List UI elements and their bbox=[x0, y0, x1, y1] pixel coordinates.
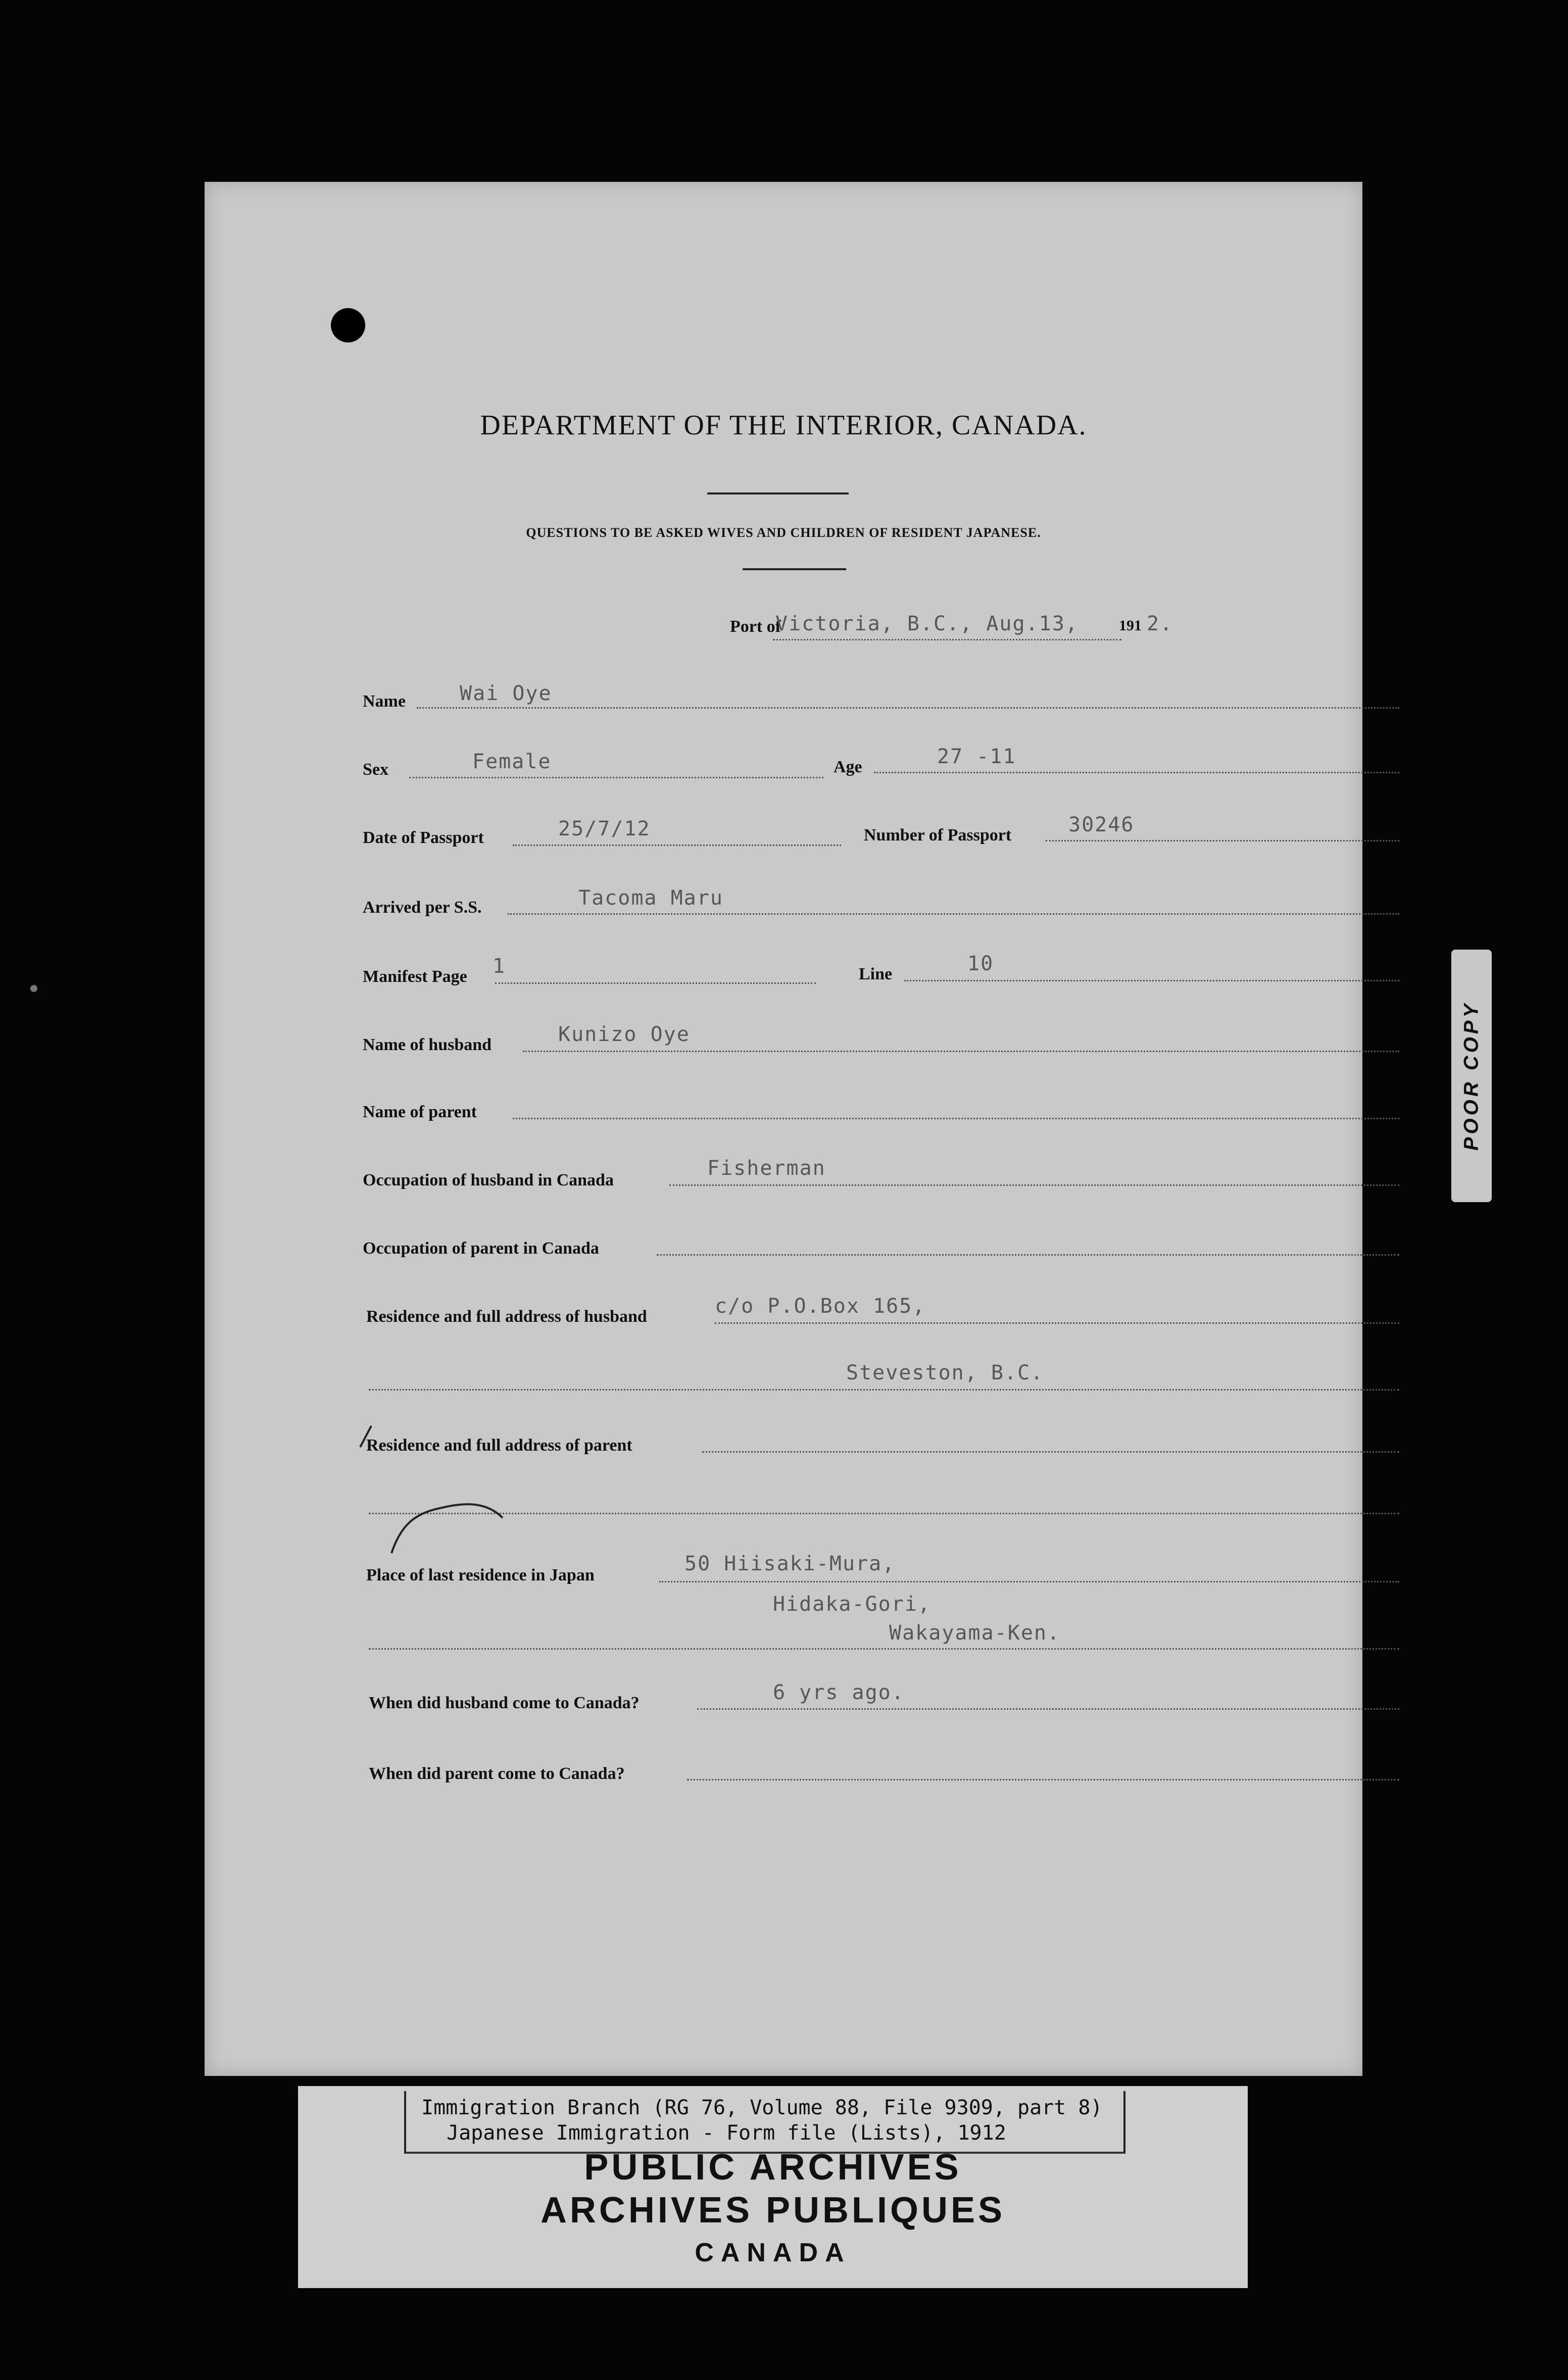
port-value: Victoria, B.C., Aug.13, bbox=[775, 612, 1079, 635]
form-page bbox=[205, 182, 1362, 2076]
subtitle-rule bbox=[743, 568, 846, 570]
archive-public-archives: PUBLIC ARCHIVES bbox=[584, 2147, 962, 2188]
last-residence-underline-1 bbox=[659, 1581, 1399, 1582]
last-residence-value-line3: Wakayama-Ken. bbox=[889, 1621, 1061, 1645]
residence-husband-underline-1 bbox=[715, 1322, 1399, 1324]
age-value: 27 -11 bbox=[937, 745, 1016, 768]
name-of-parent-label: Name of parent bbox=[363, 1103, 477, 1121]
punch-hole bbox=[331, 308, 365, 342]
occupation-parent-label: Occupation of parent in Canada bbox=[363, 1239, 599, 1258]
sex-label: Sex bbox=[363, 760, 388, 779]
arrived-per-underline bbox=[508, 913, 1399, 915]
archive-archives-publiques: ARCHIVES PUBLIQUES bbox=[540, 2190, 1006, 2230]
name-of-husband-label: Name of husband bbox=[363, 1035, 492, 1054]
parent-came-label: When did parent come to Canada? bbox=[369, 1764, 625, 1783]
name-label: Name bbox=[363, 692, 406, 711]
last-residence-label: Place of last residence in Japan bbox=[366, 1566, 595, 1584]
husband-came-label: When did husband come to Canada? bbox=[369, 1694, 640, 1712]
last-residence-value-line2: Hidaka-Gori, bbox=[773, 1593, 931, 1616]
form-subtitle: QUESTIONS TO BE ASKED WIVES AND CHILDREN OF RESIDENT JAPANESE. bbox=[526, 525, 1041, 540]
manifest-page-value: 1 bbox=[493, 955, 506, 978]
number-of-passport-value: 30246 bbox=[1068, 813, 1135, 836]
number-of-passport-underline bbox=[1046, 840, 1399, 841]
port-underline bbox=[773, 639, 1121, 640]
occupation-parent-underline bbox=[657, 1254, 1399, 1256]
name-underline bbox=[417, 707, 1399, 709]
occupation-husband-label: Occupation of husband in Canada bbox=[363, 1171, 614, 1189]
husband-came-underline bbox=[697, 1708, 1399, 1710]
date-of-passport-value: 25/7/12 bbox=[558, 817, 651, 840]
residence-husband-underline-2 bbox=[369, 1389, 1399, 1391]
parent-came-underline bbox=[687, 1779, 1399, 1780]
pencil-scribble bbox=[381, 1493, 533, 1558]
sex-value: Female bbox=[472, 750, 552, 773]
arrived-per-label: Arrived per S.S. bbox=[363, 898, 482, 917]
name-value: Wai Oye bbox=[460, 682, 552, 705]
name-of-parent-underline bbox=[513, 1118, 1399, 1119]
residence-husband-value-line1: c/o P.O.Box 165, bbox=[715, 1295, 926, 1318]
name-of-husband-underline bbox=[523, 1051, 1399, 1052]
last-residence-underline-2 bbox=[369, 1648, 1399, 1650]
residence-parent-label: Residence and full address of parent bbox=[366, 1436, 632, 1455]
age-label: Age bbox=[834, 758, 862, 776]
manifest-page-label: Manifest Page bbox=[363, 967, 467, 986]
year-prefix: 191 bbox=[1119, 617, 1142, 634]
residence-husband-label: Residence and full address of husband bbox=[366, 1307, 647, 1326]
archive-reference-line-1: Immigration Branch (RG 76, Volume 88, File 9309, part 8) bbox=[421, 2096, 1103, 2119]
year-suffix: 2. bbox=[1147, 612, 1173, 635]
residence-husband-value-line2: Steveston, B.C. bbox=[846, 1361, 1044, 1384]
sex-underline bbox=[409, 777, 823, 778]
last-residence-value-line1: 50 Hiisaki-Mura, bbox=[684, 1552, 896, 1575]
line-label: Line bbox=[859, 965, 893, 983]
date-of-passport-underline bbox=[513, 845, 841, 846]
husband-came-value: 6 yrs ago. bbox=[773, 1681, 905, 1704]
line-underline bbox=[904, 980, 1399, 981]
pencil-tick-mark bbox=[356, 1422, 376, 1452]
number-of-passport-label: Number of Passport bbox=[864, 826, 1012, 845]
name-of-husband-value: Kunizo Oye bbox=[558, 1023, 690, 1046]
port-label: Port of bbox=[730, 617, 781, 636]
poor-copy-stamp bbox=[1451, 950, 1492, 1202]
film-speck bbox=[30, 985, 37, 992]
date-of-passport-label: Date of Passport bbox=[363, 828, 484, 847]
title-rule bbox=[707, 492, 849, 494]
line-value: 10 bbox=[967, 952, 994, 975]
department-title: DEPARTMENT OF THE INTERIOR, CANADA. bbox=[480, 410, 1087, 441]
occupation-husband-value: Fisherman bbox=[707, 1157, 826, 1180]
occupation-husband-underline bbox=[669, 1184, 1399, 1186]
residence-parent-underline-1 bbox=[702, 1451, 1399, 1453]
poor-copy-text: POOR COPY bbox=[1460, 1001, 1483, 1151]
age-underline bbox=[874, 772, 1399, 773]
manifest-page-underline bbox=[495, 982, 816, 984]
archive-label-card bbox=[298, 2086, 1248, 2288]
archive-reference-line-2: Japanese Immigration - Form file (Lists), 1912 bbox=[447, 2121, 1006, 2145]
archive-canada: CANADA bbox=[695, 2238, 851, 2267]
arrived-per-value: Tacoma Maru bbox=[578, 886, 723, 910]
archive-reference-box bbox=[404, 2091, 1125, 2154]
